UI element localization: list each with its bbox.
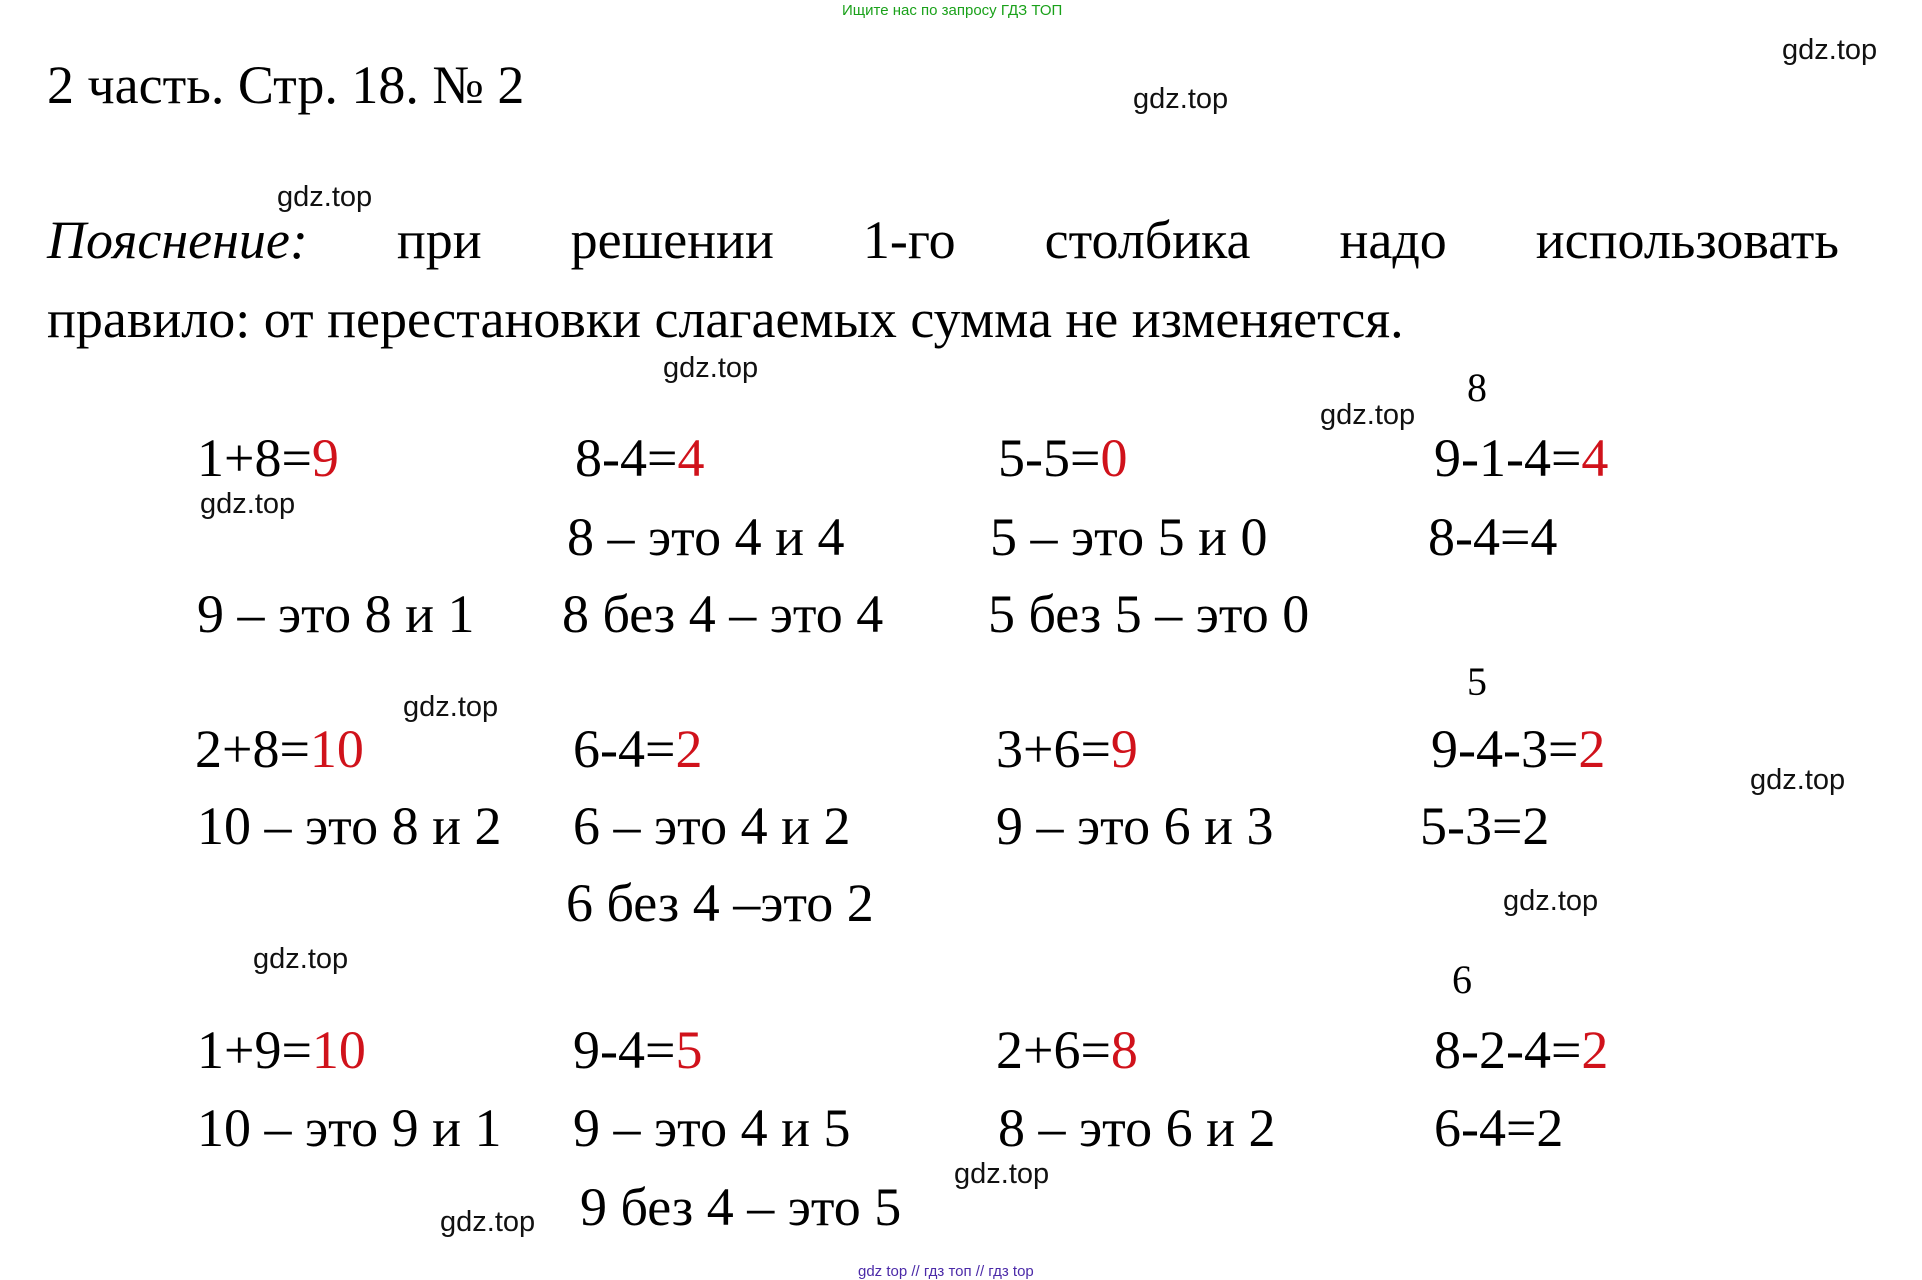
- row3-col4-equation: 8-2-4=2: [1434, 1020, 1609, 1080]
- answer: 2: [675, 719, 703, 779]
- row1-col3-line2: 5 без 5 – это 0: [988, 584, 1310, 644]
- watermark: gdz.top: [200, 488, 296, 520]
- watermark: gdz.top: [663, 352, 759, 384]
- row1-col1-equation: 1+8=9: [197, 428, 339, 488]
- answer: 2: [1578, 719, 1606, 779]
- answer: 10: [311, 1020, 366, 1080]
- row2-col4-line1: 5-3=2: [1420, 796, 1550, 856]
- explanation-label: Пояснение:: [47, 210, 308, 270]
- answer: 5: [675, 1020, 703, 1080]
- row1-col2-equation: 8-4=4: [575, 428, 705, 488]
- row3-col3-line1: 8 – это 6 и 2: [998, 1098, 1276, 1158]
- footer-links: gdz top // гдз топ // гдз top: [858, 1263, 1034, 1280]
- row3-col2-line2: 9 без 4 – это 5: [580, 1177, 902, 1237]
- watermark: gdz.top: [1503, 885, 1599, 917]
- watermark: gdz.top: [1320, 399, 1416, 431]
- watermark: gdz.top: [1750, 764, 1846, 796]
- row2-col2-line1: 6 – это 4 и 2: [573, 796, 851, 856]
- row1-col2-line1: 8 – это 4 и 4: [567, 507, 845, 567]
- row2-col2-equation: 6-4=2: [573, 719, 703, 779]
- row1-col4-line1: 8-4=4: [1428, 507, 1558, 567]
- row2-col1-line1: 10 – это 8 и 2: [197, 796, 502, 856]
- watermark: gdz.top: [403, 691, 499, 723]
- search-banner: Ищите нас по запросу ГДЗ ТОП: [842, 2, 1063, 19]
- page-title: 2 часть. Стр. 18. № 2: [47, 55, 525, 115]
- row2-col3-line1: 9 – это 6 и 3: [996, 796, 1274, 856]
- answer: 9: [311, 428, 339, 488]
- answer: 10: [309, 719, 364, 779]
- explanation-text-1: при решении 1-го столбика надо использовать: [396, 210, 1840, 270]
- row3-col3-equation: 2+6=8: [996, 1020, 1138, 1080]
- watermark: gdz.top: [954, 1158, 1050, 1190]
- watermark: gdz.top: [1782, 34, 1878, 66]
- answer: 0: [1100, 428, 1128, 488]
- answer: 2: [1581, 1020, 1609, 1080]
- row2-col4-note: 5: [1467, 659, 1487, 704]
- row1-col1-line1: 9 – это 8 и 1: [197, 584, 475, 644]
- row2-col3-equation: 3+6=9: [996, 719, 1138, 779]
- row2-col4-equation: 9-4-3=2: [1431, 719, 1606, 779]
- row1-col4-note: 8: [1467, 365, 1487, 410]
- row1-col3-line1: 5 – это 5 и 0: [990, 507, 1268, 567]
- row1-col3-equation: 5-5=0: [998, 428, 1128, 488]
- row3-col1-equation: 1+9=10: [197, 1020, 366, 1080]
- watermark: gdz.top: [253, 943, 349, 975]
- row1-col2-line2: 8 без 4 – это 4: [562, 584, 884, 644]
- explanation-line-1: [47, 210, 1840, 270]
- answer: 9: [1110, 719, 1138, 779]
- answer: 4: [677, 428, 705, 488]
- row3-col4-note: 6: [1452, 957, 1472, 1002]
- answer: 8: [1110, 1020, 1138, 1080]
- row3-col2-equation: 9-4=5: [573, 1020, 703, 1080]
- row3-col4-line1: 6-4=2: [1434, 1098, 1564, 1158]
- watermark: gdz.top: [440, 1206, 536, 1238]
- explanation-line-2: правило: от перестановки слагаемых сумма не изменяется.: [47, 289, 1404, 349]
- row2-col2-line2: 6 без 4 –это 2: [566, 873, 874, 933]
- row3-col1-line1: 10 – это 9 и 1: [197, 1098, 502, 1158]
- row3-col2-line1: 9 – это 4 и 5: [573, 1098, 851, 1158]
- watermark: gdz.top: [1133, 83, 1229, 115]
- watermark: gdz.top: [277, 181, 373, 213]
- row2-col1-equation: 2+8=10: [195, 719, 364, 779]
- row1-col4-equation: 9-1-4=4: [1434, 428, 1609, 488]
- answer: 4: [1581, 428, 1609, 488]
